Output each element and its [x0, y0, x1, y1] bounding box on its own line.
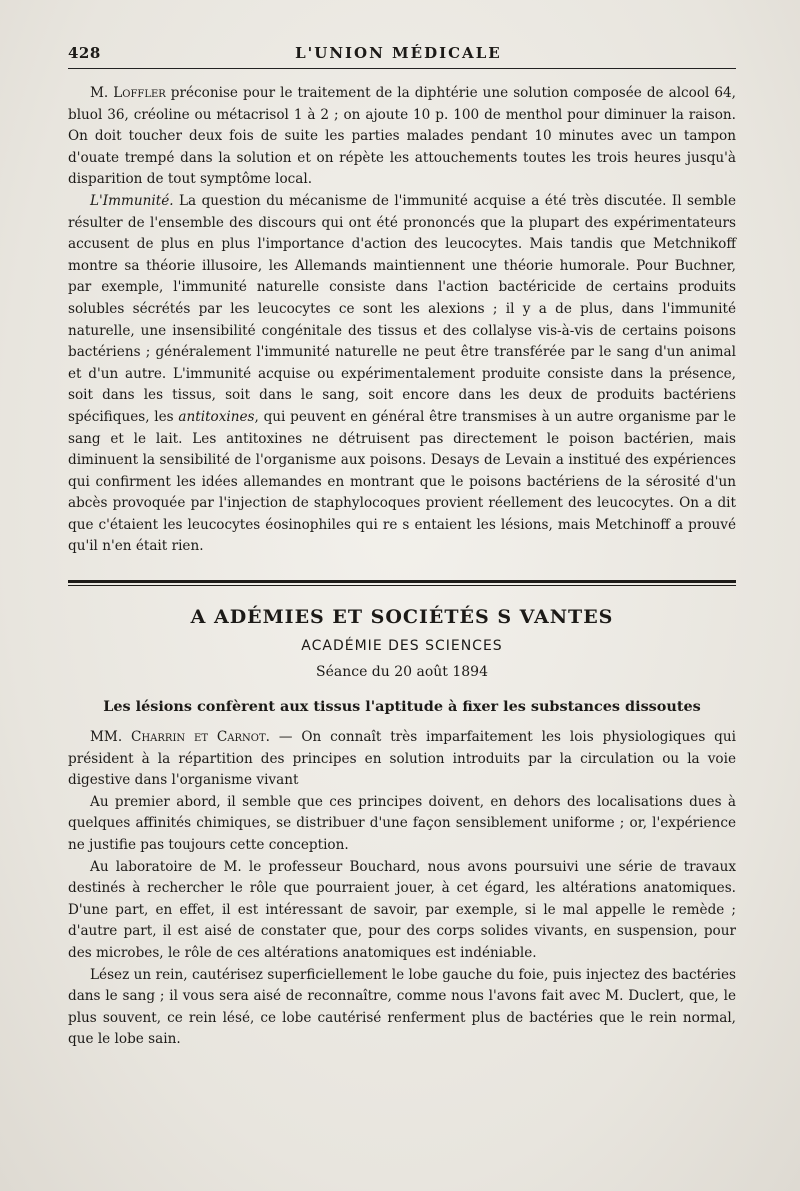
section-subtitle: ACADÉMIE DES SCIENCES [301, 638, 503, 655]
italic-term: antitoxines [178, 408, 255, 425]
paragraph-text: , qui peuvent en général être transmises à un autre organisme par le sang et le lait. Les antitoxines ne détruisent pas directement le poison bactérien, mais diminuent la sensibilité de l'organisme aux poisons. Desays de Levain a institué des expériences qui confirment les idées allemandes en montrant que le poisons bactériens de la sérosité d'un abcès provoquée par l'injection de staphylocoques provient réellement des leucocytes. On a dit que c'étaient les leucocytes éosinophiles qui re s entaient les lésions, mais Metchinoff a prouvé qu'il n'en était rien. [68, 408, 737, 555]
author-name: M. Loffler [90, 85, 166, 101]
article-title: Les lésions confèrent aux tissus l'aptitude à fixer les substances dissoutes [103, 698, 701, 716]
paragraph-text: préconise pour le traitement de la diphtérie une solution composée de alcool 64, bluol 36, créoline ou métacrisol 1 à 2 ; on ajoute 10 p. 100 de menthol pour diminuer la raison. On doit toucher deux fois de suite les parties malades pendant 10 minutes avec un tampon d'ouate trempé dans la solution et on répète les attouchements toutes les trois heures jusqu'à disparition de tout symptôme local. [68, 85, 736, 188]
paragraph: Au premier abord, il semble que ces principes doivent, en dehors des localisations dues à quelques affinités chimiques, se distribuer d'une façon sensiblement uniforme ; or, l'expérience ne justifie pas toujours cette conception. [68, 793, 736, 854]
paragraph-text: — On connaît très imparfaitement les lois physiologiques qui président à la répartition des principes en solution introduits par la circulation ou la voie digestive dans l'organisme vivant [68, 729, 736, 789]
paragraph-charrin [68, 727, 736, 792]
bottom-text [68, 727, 736, 1051]
session-date: Séance du 20 août 1894 [315, 664, 488, 681]
paragraph: Au laboratoire de M. le professeur Bouchard, nous avons poursuivi une série de travaux destinés à rechercher le rôle que pourraient jouer, à cet égard, les altérations anatomiques. D'une part, en effet, il est intéressant de savoir, par exemple, si le mal appelle le remède ; d'autre part, il est aisé de constater que, pour des corps solides vivants, en suspension, pour des microbes, le rôle de ces altérations anatomiques est indéniable. [68, 858, 736, 961]
author-name: MM. Charrin et Carnot. [90, 729, 270, 746]
section-divider [68, 580, 736, 586]
paragraph: Lésez un rein, cautérisez superficiellement le lobe gauche du foie, puis injectez des bactéries dans le sang ; il vous sera aisé de reconnaître, comme nous l'avons fait avec M. Duclert, que, le plus souvent, ce rein lésé, ce lobe cautérisé renferment plus de bactéries que le rein normal, que le lobe sain. [68, 966, 736, 1048]
journal-title: L'UNION MÉDICALE [295, 44, 502, 62]
running-head [68, 44, 736, 69]
section-title: A ADÉMIES ET SOCIÉTÉS S VANTES [190, 606, 614, 629]
paragraph-loffler [68, 83, 736, 191]
top-text [68, 83, 736, 558]
paragraph-immunite [68, 191, 736, 558]
page-number: 428 [68, 44, 101, 62]
paragraph-lead: L'Immunité. [90, 192, 174, 209]
paragraph-text: La question du mécanisme de l'immunité acquise a été très discutée. Il semble résulter de l'ensemble des discours qui ont été prononcés que la plupart des expérimentateurs accusent de plus en plus l'importance d'action des leucocytes. Mais tandis que Metchnikoff montre sa théorie illusoire, les Allemands maintiennent une théorie humorale. Pour Buchner, par exemple, l'immunité naturelle consiste dans l'action bactéricide de certains produits solubles sécrétés par les leucocytes ce sont les alexions ; il y a de plus, dans l'immunité naturelle, une insensibilité congénitale des tissus et des collalyse vis-à-vis de certains poisons bactériens ; généralement l'immunité naturelle ne peut être transférée par le sang d'un animal et d'un autre. L'immunité acquise ou expérimentalement produite consiste dans la présence, soit dans les tissus, soit dans le sang, soit encore dans les deux de produits bactériens spécifiques, les [68, 192, 736, 425]
